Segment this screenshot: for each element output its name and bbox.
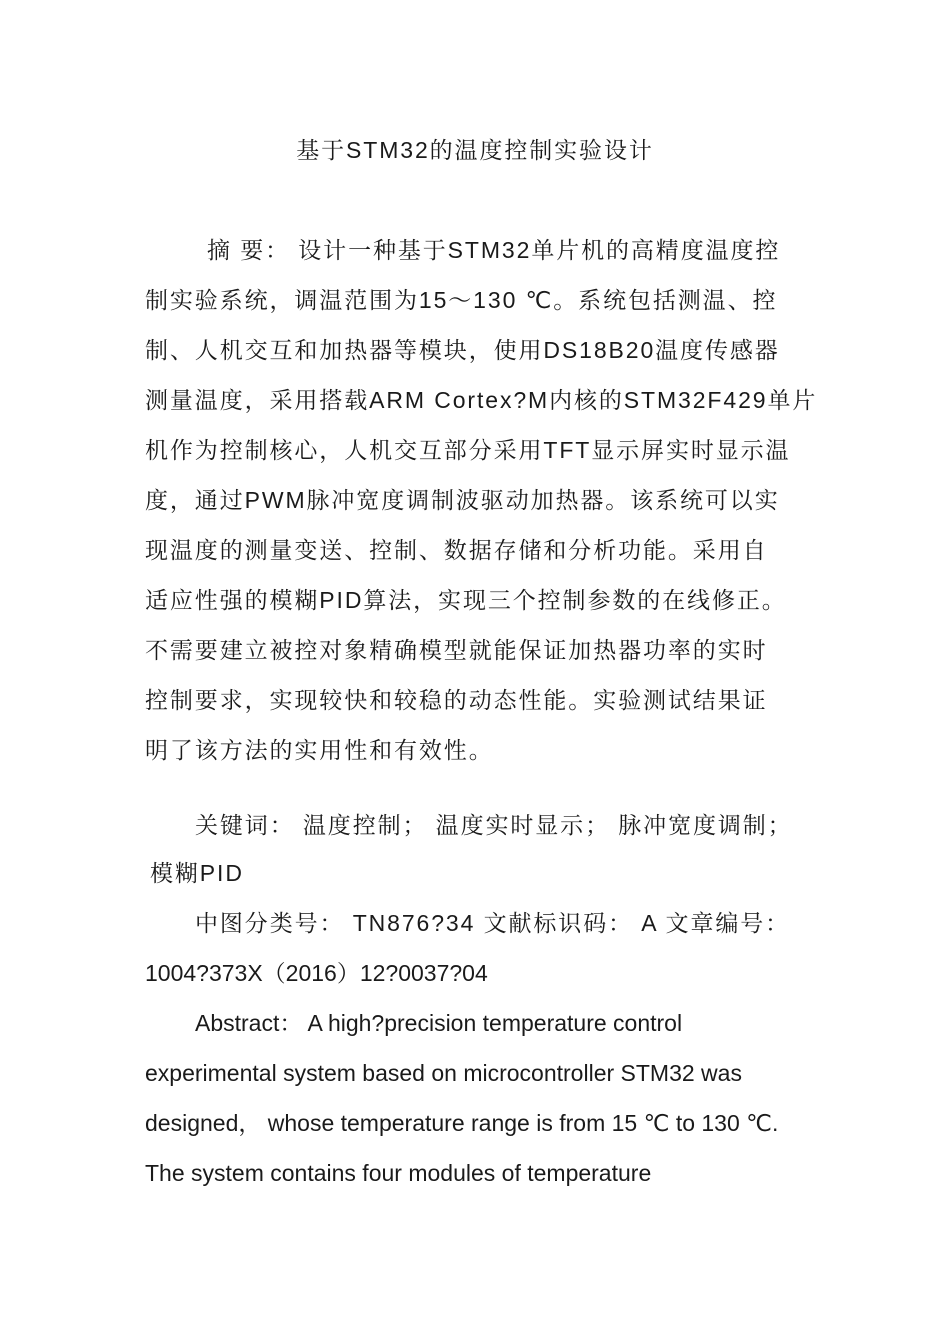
abstract-line-11: 明了该方法的实用性和有效性。 xyxy=(145,737,494,763)
abstract-line-2: 制实验系统，调温范围为15～130 ℃。系统包括测温、控 xyxy=(145,287,778,313)
english-abstract-line-2: experimental system based on microcontroller STM32 was xyxy=(145,1060,742,1086)
abstract-line-9: 不需要建立被控对象精确模型就能保证加热器功率的实时 xyxy=(145,637,768,663)
english-abstract-line-4: The system contains four modules of temperature xyxy=(145,1160,652,1186)
abstract-line-6: 度，通过PWM脉冲宽度调制波驱动加热器。该系统可以实 xyxy=(145,487,780,513)
abstract-line-1: 摘 要： 设计一种基于STM32单片机的高精度温度控 xyxy=(207,237,781,263)
english-abstract-line-1: Abstract： A high?precision temperature control xyxy=(195,1010,683,1036)
abstract-line-4: 测量温度，采用搭载ARM Cortex?M内核的STM32F429单片 xyxy=(145,387,818,413)
english-abstract-line-3: designed， whose temperature range is from 15 ℃ to 130 ℃. xyxy=(145,1110,779,1136)
abstract-line-3: 制、人机交互和加热器等模块，使用DS18B20温度传感器 xyxy=(145,337,780,363)
abstract-line-7: 现温度的测量变送、控制、数据存储和分析功能。采用自 xyxy=(145,537,768,563)
abstract-line-8: 适应性强的模糊PID算法，实现三个控制参数的在线修正。 xyxy=(145,587,787,613)
classification-line-2: 1004?373X（2016）12?0037?04 xyxy=(145,960,488,986)
abstract-line-10: 控制要求，实现较快和较稳的动态性能。实验测试结果证 xyxy=(145,687,768,713)
keywords-line-2: 模糊PID xyxy=(150,860,244,886)
keywords-line-1: 关键词： 温度控制； 温度实时显示； 脉冲宽度调制； xyxy=(195,812,793,838)
document-title: 基于STM32的温度控制实验设计 xyxy=(296,137,654,163)
abstract-line-5: 机作为控制核心，人机交互部分采用TFT显示屏实时显示温 xyxy=(145,437,791,463)
classification-line-1: 中图分类号： TN876?34 文献标识码： A 文章编号： xyxy=(195,910,791,936)
